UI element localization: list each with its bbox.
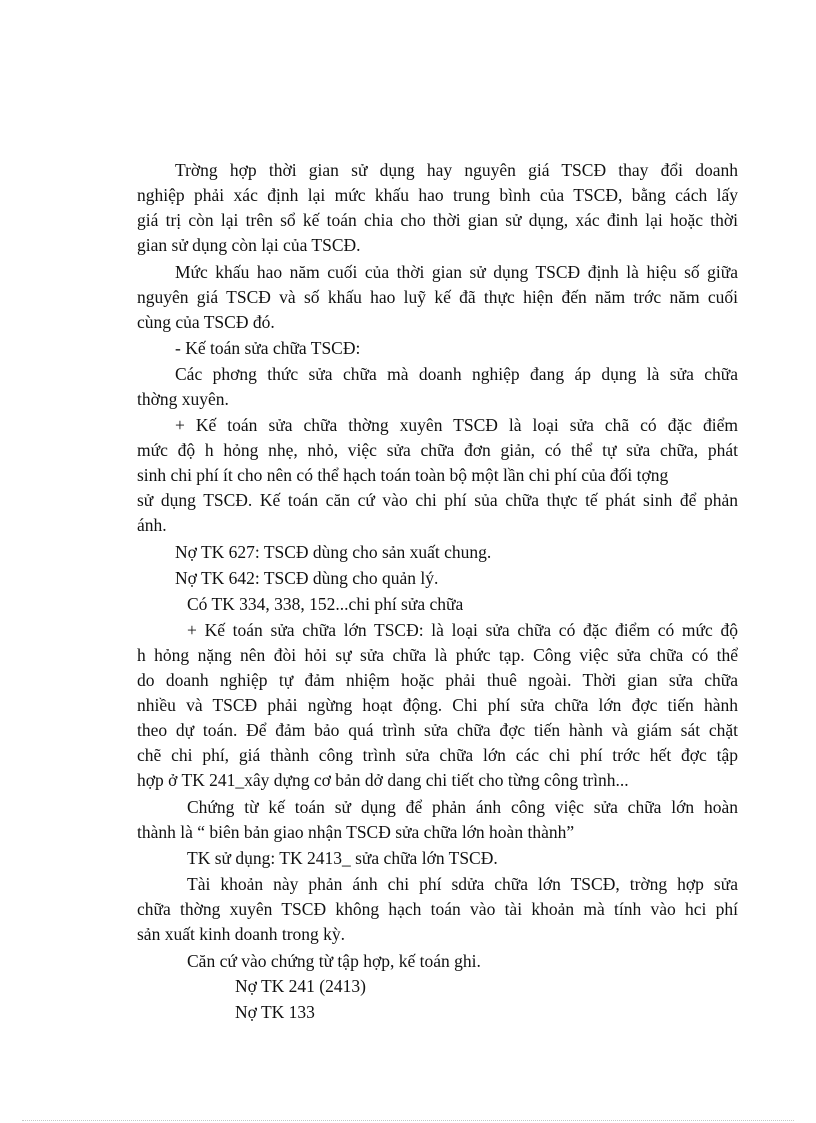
paragraph-line: sử dụng TSCĐ. Kế toán căn cứ vào chi phí sủa chữa thực tế phát sinh để phản: [137, 490, 738, 510]
paragraph-line: thờng xuyên.: [137, 389, 229, 409]
paragraph-line: nguyên giá TSCĐ và số khấu hao luỹ kế đã thực hiện đến năm trớc năm cuối: [137, 287, 738, 307]
paragraph-line: nhiều và TSCĐ phải ngừng hoạt động. Chi phí sửa chữa lớn đợc tiến hành: [137, 695, 738, 715]
paragraph-line: + Kế toán sửa chữa lớn TSCĐ: là loại sửa chữa có đặc điểm có mức độ: [187, 620, 738, 640]
paragraph-line: + Kế toán sửa chữa thờng xuyên TSCĐ là loại sửa chã có đặc điểm: [175, 415, 738, 435]
paragraph-line: Mức khấu hao năm cuối của thời gian sử dụng TSCĐ định là hiệu số giữa: [175, 262, 738, 282]
journal-entry: Nợ TK 133: [235, 1002, 315, 1022]
paragraph-line: chữa thờng xuyên TSCĐ không hạch toán vào tài khoản mà tính vào hci phí: [137, 899, 738, 919]
paragraph-line: Trờng hợp thời gian sử dụng hay nguyên giá TSCĐ thay đổi doanh: [175, 160, 738, 180]
paragraph-line: gian sử dụng còn lại của TSCĐ.: [137, 235, 361, 255]
page-bottom-rule: [22, 1120, 794, 1121]
paragraph-line: h hỏng nặng nên đòi hỏi sự sửa chữa là phức tạp. Công việc sửa chữa có thể: [137, 645, 738, 665]
paragraph-line: sinh chi phí ít cho nên có thể hạch toán toàn bộ một lần chi phí của đối tợng: [137, 465, 669, 485]
paragraph-line: Chứng từ kế toán sử dụng để phản ánh công việc sửa chữa lớn hoàn: [187, 797, 738, 817]
section-heading: - Kế toán sửa chữa TSCĐ:: [175, 338, 361, 358]
paragraph-line: mức độ h hỏng nhẹ, nhỏ, việc sửa chữa đơn giản, có thể tự sửa chữa, phát: [137, 440, 738, 460]
paragraph-line: ánh.: [137, 515, 167, 535]
paragraph-line: sản xuất kinh doanh trong kỳ.: [137, 924, 346, 944]
paragraph-line: chẽ chi phí, giá thành công trình sửa chữa lớn các chi phí trớc hết đợc tập: [137, 745, 738, 765]
paragraph-line: hợp ở TK 241_xây dựng cơ bản dở dang chi tiết cho từng công trình...: [137, 770, 629, 790]
journal-entry: Nợ TK 241 (2413): [235, 976, 366, 996]
journal-entry: Nợ TK 627: TSCĐ dùng cho sản xuất chung.: [175, 542, 492, 562]
journal-entry: Nợ TK 642: TSCĐ dùng cho quản lý.: [175, 568, 439, 588]
paragraph-line: nghiệp phải xác định lại mức khấu hao trung bình của TSCĐ, bằng cách lấy: [137, 185, 738, 205]
paragraph-line: Tài khoản này phản ánh chi phí sdửa chữa lớn TSCĐ, trờng hợp sửa: [187, 874, 738, 894]
paragraph-line: Căn cứ vào chứng từ tập hợp, kế toán ghi.: [187, 951, 481, 971]
paragraph-line: TK sử dụng: TK 2413_ sửa chữa lớn TSCĐ.: [187, 848, 498, 868]
paragraph-line: giá trị còn lại trên sổ kế toán chia cho thời gian sử dụng, xác đinh lại hoặc thời: [137, 210, 738, 230]
paragraph-line: Các phơng thức sửa chữa mà doanh nghiệp đang áp dụng là sửa chữa: [175, 364, 738, 384]
journal-entry: Có TK 334, 338, 152...chi phí sửa chữa: [187, 594, 464, 614]
paragraph-line: do doanh nghiệp tự đảm nhiệm hoặc phải thuê ngoài. Thời gian sửa chữa: [137, 670, 738, 690]
paragraph-line: cùng của TSCĐ đó.: [137, 312, 275, 332]
paragraph-line: thành là “ biên bản giao nhận TSCĐ sửa chữa lớn hoàn thành”: [137, 822, 575, 842]
paragraph-line: theo dự toán. Để đảm bảo quá trình sửa chữa đợc tiến hành và giám sát chặt: [137, 720, 738, 740]
